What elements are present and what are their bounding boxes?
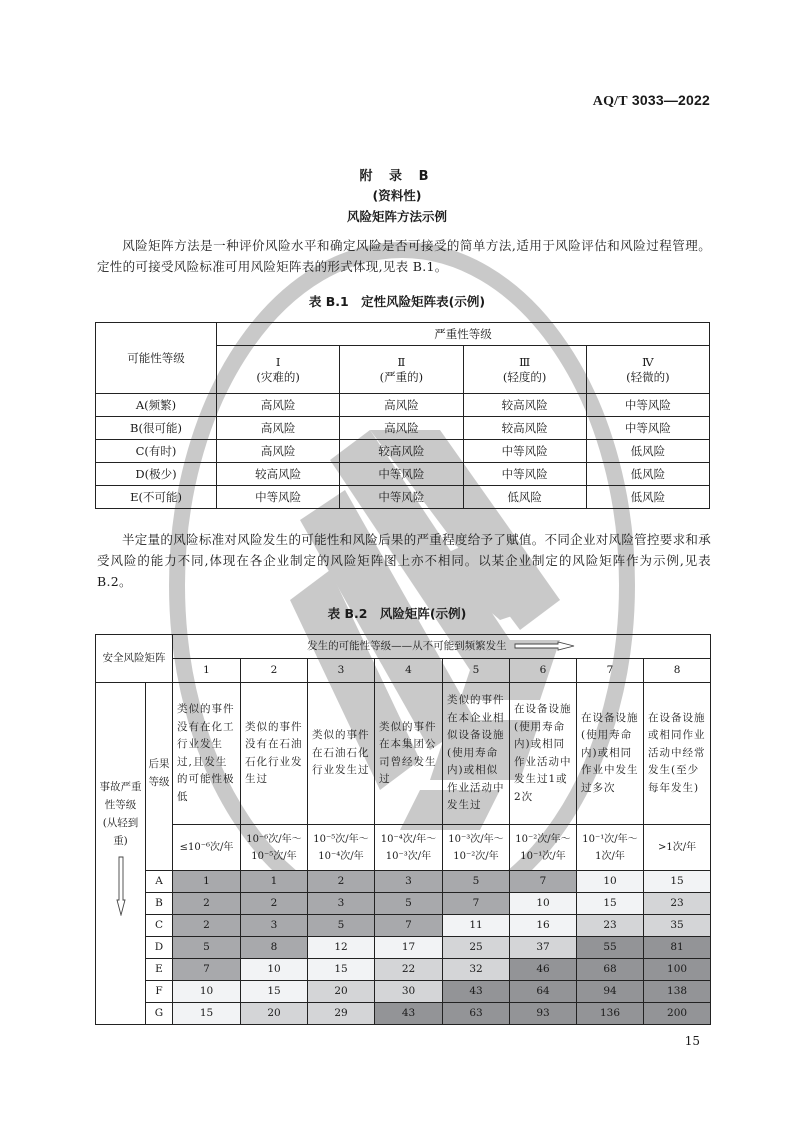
- risk-value-cell: 35: [644, 915, 711, 937]
- matrix-corner: 安全风险矩阵: [96, 635, 173, 683]
- frequency-8: >1次/年: [644, 825, 711, 871]
- table-row: [96, 394, 710, 417]
- risk-value-cell: 81: [644, 937, 711, 959]
- description-6: 在设备设施(使用寿命内)或相同作业活动中发生过1或2次: [510, 683, 577, 825]
- standard-code: [593, 92, 710, 110]
- consequence-grade: C: [146, 915, 173, 937]
- risk-value-cell: 43: [443, 981, 510, 1003]
- risk-value-cell: 68: [577, 959, 644, 981]
- matrix-row: [96, 1003, 711, 1025]
- table-b2-risk-matrix: [95, 634, 711, 1025]
- table-b2-caption: 表 B.2 风险矩阵(示例): [327, 606, 467, 621]
- annex-type: (资料性): [372, 188, 422, 203]
- description-4: 类似的事件在本集团公司曾经发生过: [375, 683, 443, 825]
- risk-value-cell: 15: [173, 1003, 241, 1025]
- risk-value-cell: 20: [308, 981, 375, 1003]
- risk-value-cell: 1: [173, 871, 241, 893]
- risk-value-cell: 17: [375, 937, 443, 959]
- risk-cell: 中等风险: [463, 463, 586, 486]
- consequence-grade: G: [146, 1003, 173, 1025]
- risk-value-cell: 200: [644, 1003, 711, 1025]
- risk-value-cell: 55: [577, 937, 644, 959]
- matrix-row: [96, 871, 711, 893]
- consequence-header: 后果等级: [146, 683, 173, 871]
- consequence-grade: F: [146, 981, 173, 1003]
- annex-label: 附 录 B: [359, 169, 435, 184]
- risk-value-cell: 15: [577, 893, 644, 915]
- risk-cell: 高风险: [217, 394, 340, 417]
- standard-prefix: AQ/T: [592, 94, 628, 109]
- standard-number: 3033—2022: [631, 92, 710, 108]
- risk-value-cell: 25: [443, 937, 510, 959]
- table-row: [96, 417, 710, 440]
- risk-value-cell: 7: [173, 959, 241, 981]
- risk-cell: 较高风险: [463, 394, 586, 417]
- risk-value-cell: 5: [375, 893, 443, 915]
- risk-cell: 较高风险: [340, 440, 463, 463]
- consequence-grade: E: [146, 959, 173, 981]
- risk-value-cell: 10: [510, 893, 577, 915]
- risk-value-cell: 43: [375, 1003, 443, 1025]
- risk-value-cell: 7: [443, 893, 510, 915]
- table-b1-qualitative-risk-matrix: [95, 322, 710, 509]
- likelihood-col-3: 3: [308, 659, 375, 683]
- description-2: 类似的事件没有在石油石化行业发生过: [241, 683, 308, 825]
- risk-value-cell: 10: [173, 981, 241, 1003]
- risk-cell: 较高风险: [463, 417, 586, 440]
- risk-value-cell: 2: [173, 915, 241, 937]
- matrix-row: [96, 981, 711, 1003]
- severity-header: 事故严重性等级(从轻到重): [96, 683, 146, 1025]
- description-1: 类似的事件没有在化工行业发生过,且发生的可能性极低: [173, 683, 241, 825]
- risk-cell: 中等风险: [586, 394, 709, 417]
- frequency-6: 10⁻²次/年～ 10⁻¹次/年: [510, 825, 577, 871]
- description-8: 在设备设施或相同作业活动中经常发生(至少每年发生): [644, 683, 711, 825]
- risk-value-cell: 29: [308, 1003, 375, 1025]
- risk-value-cell: 7: [375, 915, 443, 937]
- risk-value-cell: 5: [308, 915, 375, 937]
- risk-value-cell: 3: [375, 871, 443, 893]
- severity-col-4: Ⅳ (轻微的): [586, 346, 709, 394]
- paragraph-intro-text: 风险矩阵方法是一种评价风险水平和确定风险是否可接受的简单方法,适用于风险评估和风险过程管理。定性的可接受风险标准可用风险矩阵表的形式体现,见表 B.1。: [97, 238, 711, 274]
- risk-cell: 较高风险: [217, 463, 340, 486]
- annex-title: 风险矩阵方法示例: [346, 209, 447, 224]
- risk-cell: 中等风险: [463, 440, 586, 463]
- risk-value-cell: 5: [173, 937, 241, 959]
- matrix-row: [96, 915, 711, 937]
- table-b1-caption: 表 B.1 定性风险矩阵表(示例): [308, 294, 486, 309]
- consequence-grade: A: [146, 871, 173, 893]
- risk-value-cell: 94: [577, 981, 644, 1003]
- severity-group-header: 严重性等级: [217, 323, 710, 346]
- frequency-1: ≤10⁻⁶次/年: [173, 825, 241, 871]
- risk-value-cell: 12: [308, 937, 375, 959]
- frequency-4: 10⁻⁴次/年～ 10⁻³次/年: [375, 825, 443, 871]
- risk-cell: 中等风险: [340, 463, 463, 486]
- risk-value-cell: 136: [577, 1003, 644, 1025]
- risk-value-cell: 30: [375, 981, 443, 1003]
- risk-cell: 高风险: [217, 440, 340, 463]
- risk-value-cell: 20: [241, 1003, 308, 1025]
- severity-col-1: Ⅰ (灾难的): [217, 346, 340, 394]
- consequence-grade: D: [146, 937, 173, 959]
- arrow-down-icon: [116, 856, 126, 916]
- risk-cell: 中等风险: [217, 486, 340, 509]
- likelihood-col-6: 6: [510, 659, 577, 683]
- severity-col-3: Ⅲ (轻度的): [463, 346, 586, 394]
- page-number: 15: [684, 1034, 700, 1048]
- paragraph-semiquantitative: [97, 529, 711, 592]
- likelihood-label: C(有时): [96, 440, 217, 463]
- table-row: [96, 486, 710, 509]
- risk-value-cell: 2: [173, 893, 241, 915]
- risk-value-cell: 100: [644, 959, 711, 981]
- risk-value-cell: 10: [241, 959, 308, 981]
- risk-cell: 低风险: [586, 486, 709, 509]
- description-5: 类似的事件在本企业相似设备设施(使用寿命内)或相似作业活动中发生过: [443, 683, 510, 825]
- risk-cell: 低风险: [586, 463, 709, 486]
- risk-cell: 低风险: [586, 440, 709, 463]
- risk-value-cell: 15: [308, 959, 375, 981]
- description-7: 在设备设施(使用寿命内)或相同作业中发生过多次: [577, 683, 644, 825]
- paragraph-intro: [97, 235, 711, 277]
- frequency-5: 10⁻³次/年～ 10⁻²次/年: [443, 825, 510, 871]
- risk-value-cell: 5: [443, 871, 510, 893]
- risk-value-cell: 23: [644, 893, 711, 915]
- paragraph-semiquantitative-text: 半定量的风险标准对风险发生的可能性和风险后果的严重程度给予了赋值。不同企业对风险管控要求和承受风险的能力不同,体现在各企业制定的风险矩阵图上亦不相同。以某企业制定的风险矩阵作为示例,见表 B.2。: [97, 532, 711, 589]
- table-row: [96, 463, 710, 486]
- likelihood-col-7: 7: [577, 659, 644, 683]
- risk-value-cell: 11: [443, 915, 510, 937]
- risk-value-cell: 64: [510, 981, 577, 1003]
- likelihood-label: D(极少): [96, 463, 217, 486]
- risk-value-cell: 15: [644, 871, 711, 893]
- table-row: [96, 440, 710, 463]
- risk-value-cell: 3: [241, 915, 308, 937]
- risk-value-cell: 23: [577, 915, 644, 937]
- risk-cell: 中等风险: [586, 417, 709, 440]
- likelihood-label: A(频繁): [96, 394, 217, 417]
- risk-value-cell: 3: [308, 893, 375, 915]
- risk-value-cell: 16: [510, 915, 577, 937]
- risk-value-cell: 22: [375, 959, 443, 981]
- likelihood-col-8: 8: [644, 659, 711, 683]
- risk-value-cell: 8: [241, 937, 308, 959]
- matrix-row: [96, 959, 711, 981]
- frequency-2: 10⁻⁶次/年～ 10⁻⁵次/年: [241, 825, 308, 871]
- risk-value-cell: 63: [443, 1003, 510, 1025]
- severity-col-2: Ⅱ (严重的): [340, 346, 463, 394]
- risk-cell: 中等风险: [340, 486, 463, 509]
- likelihood-col-1: 1: [173, 659, 241, 683]
- row-header: 可能性等级: [96, 323, 217, 394]
- frequency-7: 10⁻¹次/年～ 1次/年: [577, 825, 644, 871]
- likelihood-col-5: 5: [443, 659, 510, 683]
- risk-value-cell: 7: [510, 871, 577, 893]
- matrix-row: [96, 937, 711, 959]
- likelihood-header: 发生的可能性等级——从不可能到频繁发生: [173, 635, 711, 659]
- risk-cell: 高风险: [340, 417, 463, 440]
- likelihood-col-2: 2: [241, 659, 308, 683]
- risk-value-cell: 15: [241, 981, 308, 1003]
- risk-value-cell: 32: [443, 959, 510, 981]
- risk-value-cell: 37: [510, 937, 577, 959]
- risk-cell: 高风险: [340, 394, 463, 417]
- risk-value-cell: 2: [308, 871, 375, 893]
- likelihood-label: E(不可能): [96, 486, 217, 509]
- risk-cell: 低风险: [463, 486, 586, 509]
- arrow-right-icon: [514, 641, 576, 651]
- likelihood-label: B(很可能): [96, 417, 217, 440]
- risk-cell: 高风险: [217, 417, 340, 440]
- risk-value-cell: 138: [644, 981, 711, 1003]
- matrix-row: [96, 893, 711, 915]
- risk-value-cell: 2: [241, 893, 308, 915]
- risk-value-cell: 93: [510, 1003, 577, 1025]
- likelihood-col-4: 4: [375, 659, 443, 683]
- frequency-3: 10⁻⁵次/年～ 10⁻⁴次/年: [308, 825, 375, 871]
- risk-value-cell: 46: [510, 959, 577, 981]
- consequence-grade: B: [146, 893, 173, 915]
- risk-value-cell: 10: [577, 871, 644, 893]
- description-3: 类似的事件在石油石化行业发生过: [308, 683, 375, 825]
- risk-value-cell: 1: [241, 871, 308, 893]
